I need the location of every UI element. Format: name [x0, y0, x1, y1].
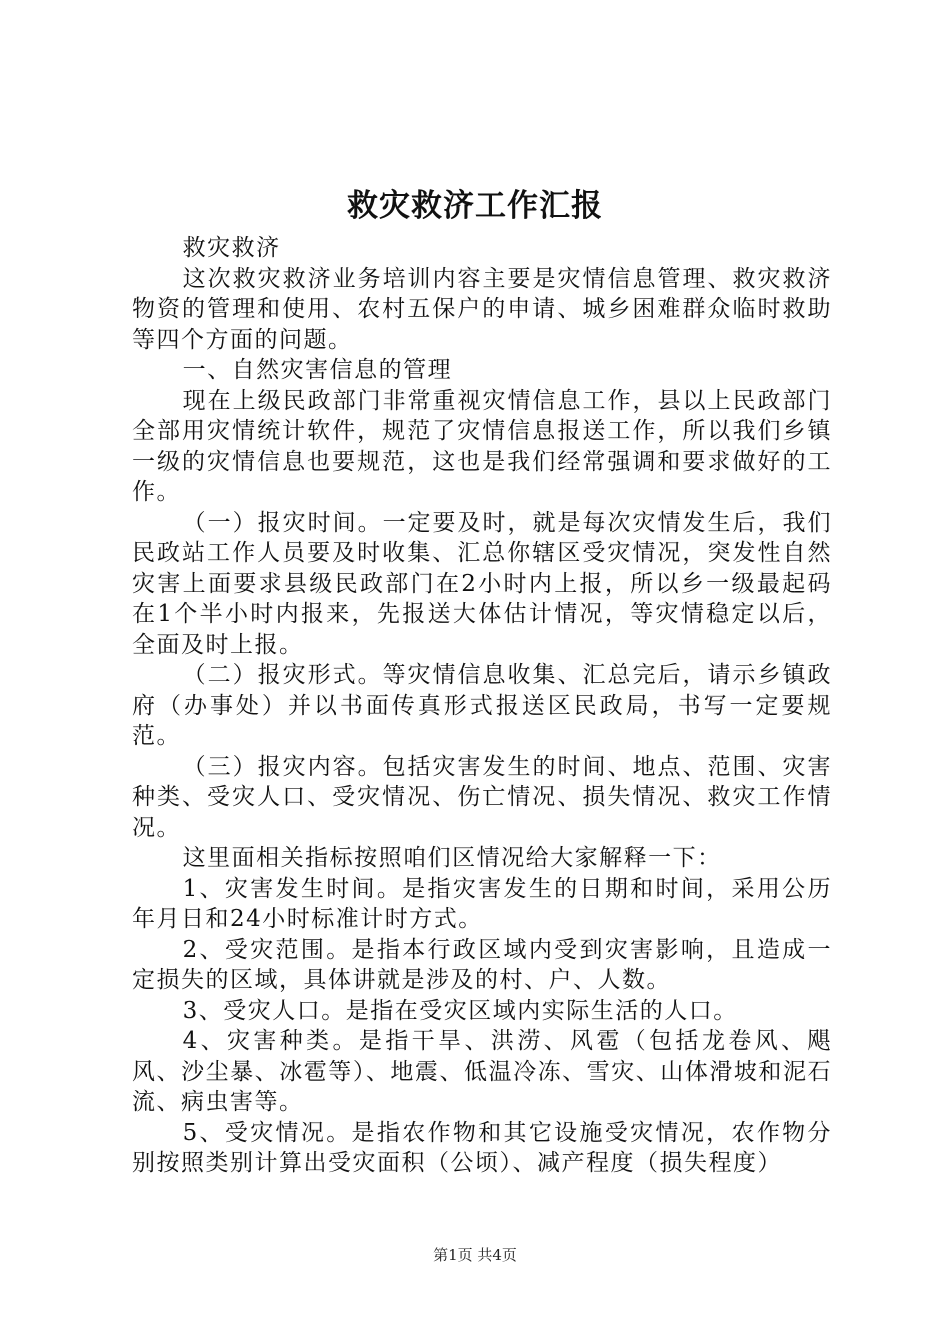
list-item: 5、受灾情况。是指农作物和其它设施受灾情况，农作物分别按照类别计算出受灾面积（公顷）、减产程度（损失程度） — [132, 1119, 832, 1176]
list-item: 2、受灾范围。是指本行政区域内受到灾害影响，且造成一定损失的区域，具体讲就是涉及的村、户、人数。 — [132, 936, 832, 993]
paragraph: （二）报灾形式。等灾情信息收集、汇总完后，请示乡镇政府（办事处）并以书面传真形式报送区民政局，书写一定要规范。 — [132, 662, 832, 749]
paragraph: 救灾救济 — [182, 235, 281, 261]
paragraph: （三）报灾内容。包括灾害发生的时间、地点、范围、灾害种类、受灾人口、受灾情况、伤亡情况、损失情况、救灾工作情况。 — [132, 753, 832, 841]
document-title: 救灾救济工作汇报 — [347, 188, 603, 224]
page-footer: 第1页 共4页 — [433, 1246, 517, 1264]
paragraph: 这次救灾救济业务培训内容主要是灾情信息管理、救灾救济物资的管理和使用、农村五保户的申请、城乡困难群众临时救助等四个方面的问题。 — [132, 265, 832, 353]
document-body — [132, 233, 832, 1179]
list-item: 4、灾害种类。是指干旱、洪涝、风雹（包括龙卷风、飓风、沙尘暴、冰雹等）、地震、低温冷冻、雪灾、山体滑坡和泥石流、病虫害等。 — [132, 1028, 832, 1115]
paragraph: 现在上级民政部门非常重视灾情信息工作，县以上民政部门全部用灾情统计软件，规范了灾情信息报送工作，所以我们乡镇一级的灾情信息也要规范，这也是我们经常强调和要求做好的工作。 — [132, 387, 832, 505]
list-item: 1、灾害发生时间。是指灾害发生的日期和时间，采用公历年月日和24小时标准计时方式。 — [132, 875, 832, 932]
list-item: 3、受灾人口。是指在受灾区域内实际生活的人口。 — [182, 997, 738, 1024]
paragraph: （一）报灾时间。一定要及时，就是每次灾情发生后，我们民政站工作人员要及时收集、汇总你辖区受灾情况，突发性自然灾害上面要求县级民政部门在2小时内上报，所以乡一级最起码在1个半小时内报来，先报送大体估计情况，等灾情稳定以后，全面及时上报。 — [132, 509, 832, 658]
section-heading: 一、自然灾害信息的管理 — [182, 357, 453, 383]
paragraph: 这里面相关指标按照咱们区情况给大家解释一下： — [182, 845, 722, 871]
